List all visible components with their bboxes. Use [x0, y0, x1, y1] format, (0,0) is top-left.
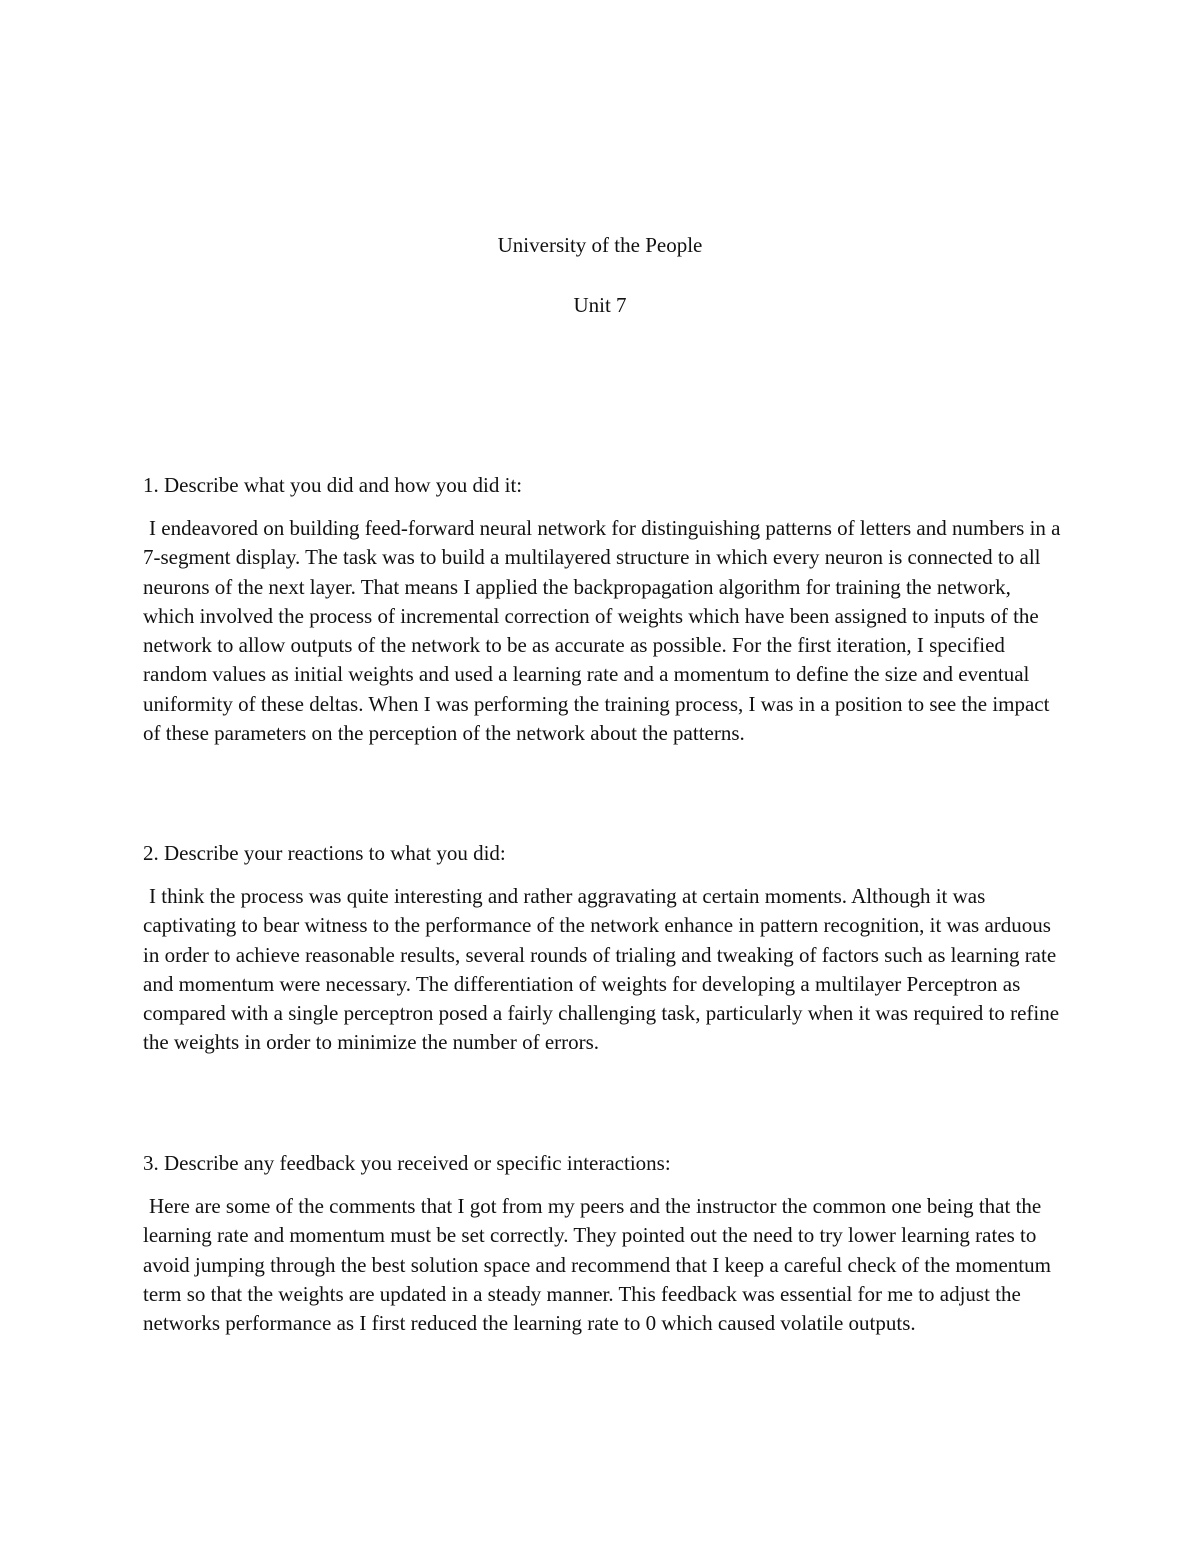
answer-paragraph: I endeavored on building feed-forward neural network for distinguishing patterns of letters and numbers in a 7-segment display. The task was to build a multilayered structure in which every neuron is connected to all neurons of the next layer. That means I applied the backpropagation algorithm for training the network, which involved the process of incremental correction of weights which have been assigned to inputs of the network to allow outputs of the network to be as accurate as possible. For the first iteration, I specified random values as initial weights and used a learning rate and a momentum to define the size and eventual uniformity of these deltas. When I was performing the training process, I was in a position to see the impact of these parameters on the perception of the network about the patterns.: [143, 516, 1061, 746]
answer-paragraph: I think the process was quite interesting and rather aggravating at certain moments. Although it was captivating to bear witness to the performance of the network enhance in pattern recognition, it was arduous in order to achieve reasonable results, several rounds of trialing and tweaking of factors such as learning rate and momentum were necessary. The differentiation of weights for developing a multilayer Perceptron as compared with a single perceptron posed a fairly challenging task, particularly when it was required to refine the weights in order to minimize the number of errors.: [143, 884, 1060, 1055]
section-1: [143, 471, 1063, 748]
section-2: [143, 839, 1063, 1058]
unit-title: Unit 7: [573, 293, 627, 317]
institution-title: University of the People: [497, 233, 703, 257]
question-heading: 2. Describe your reactions to what you did:: [143, 841, 506, 865]
question-heading: 1. Describe what you did and how you did it:: [143, 473, 523, 497]
question-heading: 3. Describe any feedback you received or specific interactions:: [143, 1151, 671, 1175]
answer-paragraph: Here are some of the comments that I got from my peers and the instructor the common one being that the learning rate and momentum must be set correctly. They pointed out the need to try lower learning rates to avoid jumping through the best solution space and recommend that I keep a careful check of the momentum term so that the weights are updated in a steady manner. This feedback was essential for me to adjust the networks performance as I first reduced the learning rate to 0 which caused volatile outputs.: [143, 1194, 1051, 1336]
section-3: [143, 1149, 1063, 1338]
